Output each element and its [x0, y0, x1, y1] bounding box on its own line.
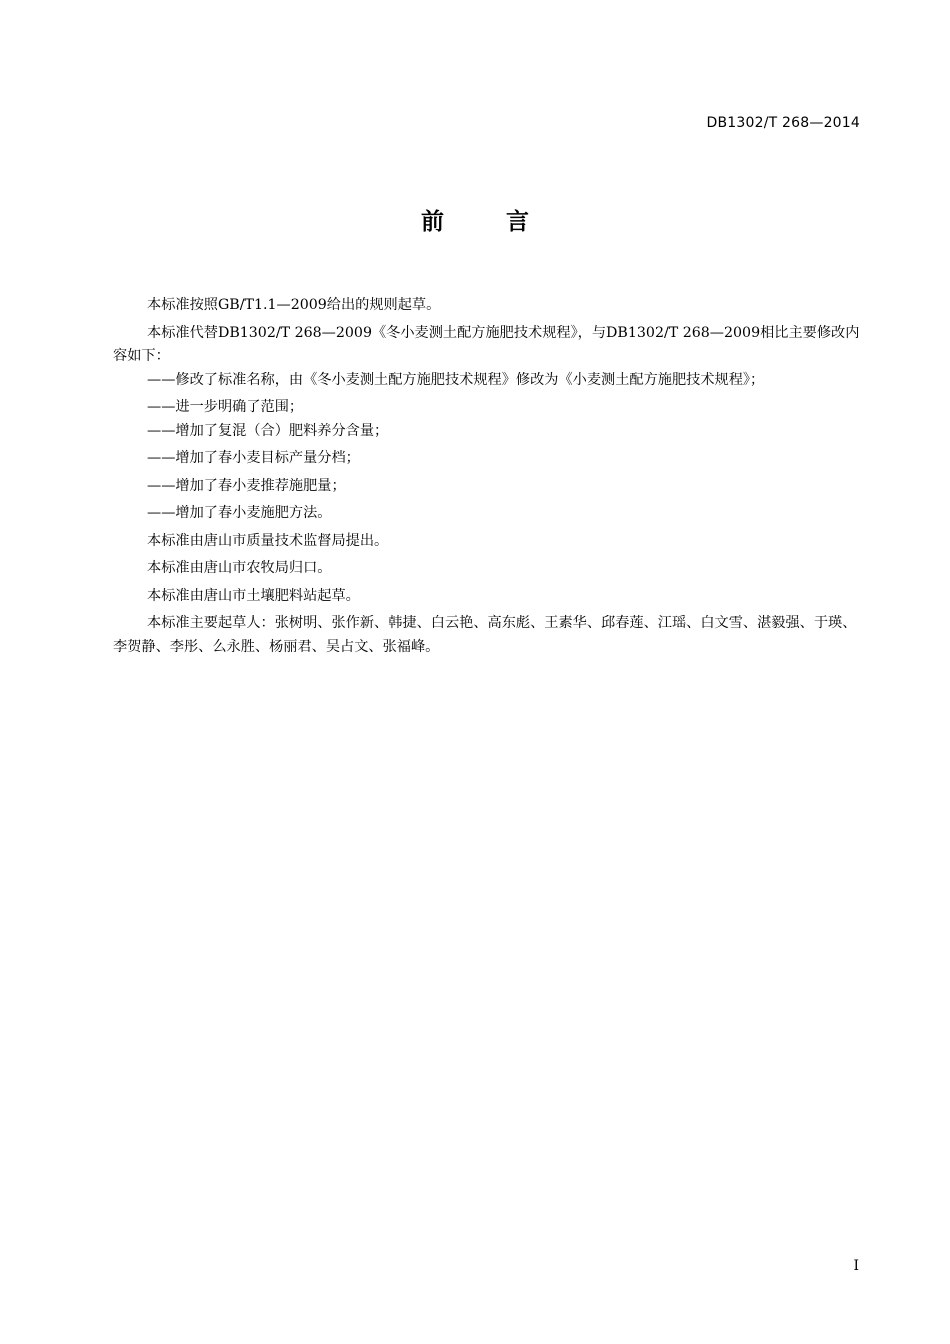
list-item-fertilization-method: ——增加了春小麦施肥方法。	[147, 505, 332, 521]
foreword-body	[113, 294, 865, 659]
list-item-yield-levels: ——增加了春小麦目标产量分档；	[147, 450, 360, 466]
list-item-scope: ——进一步明确了范围；	[147, 399, 304, 415]
paragraph-proposed-by: 本标准由唐山市质量技术监督局提出。	[147, 532, 389, 549]
page-number: I	[853, 1258, 859, 1274]
list-item-fertilizer-amount: ——增加了春小麦推荐施肥量；	[147, 477, 346, 494]
page-title	[0, 203, 950, 236]
title-char-2: 言	[506, 209, 529, 235]
paragraph-managed-by: 本标准由唐山市农牧局归口。	[147, 560, 332, 576]
paragraph-drafters: 本标准主要起草人：张树明、张作新、韩捷、白云艳、高东彪、王素华、邱春莲、江瑶、白文雪、湛毅强、于瑛、李贺静、李彤、么永胜、杨丽君、吴占文、张福峰。	[113, 615, 857, 655]
list-item-title-change: ——修改了标准名称，由《冬小麦测土配方施肥技术规程》修改为《小麦测土配方施肥技术规程》；	[147, 371, 765, 388]
list-item-nutrient-content: ——增加了复混（合）肥料养分含量；	[147, 422, 389, 439]
title-char-1: 前	[421, 209, 444, 235]
paragraph-drafting-rules: 本标准按照GB/T1.1—2009给出的规则起草。	[147, 297, 441, 313]
document-code: DB1302/T 268—2014	[706, 115, 860, 131]
paragraph-replaces: 本标准代替DB1302/T 268—2009《冬小麦测土配方施肥技术规程》，与DB1302/T 268—2009相比主要修改内容如下：	[113, 324, 860, 364]
paragraph-drafted-by: 本标准由唐山市土壤肥料站起草。	[147, 587, 360, 604]
